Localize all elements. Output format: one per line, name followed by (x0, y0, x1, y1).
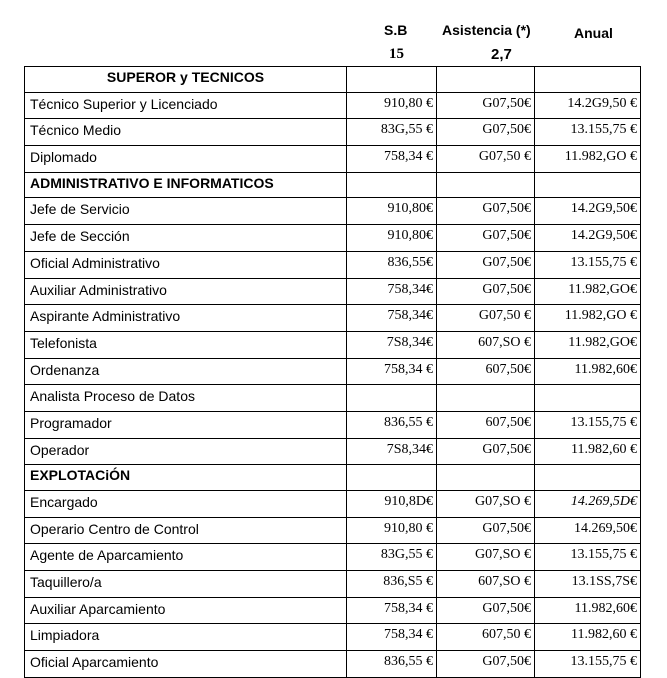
row-label: Jefe de Sección (25, 225, 347, 252)
asistencia-value: 2,7 (491, 46, 512, 63)
sb-cell: 83G,55 € (347, 119, 437, 146)
row-label: Técnico Superior y Licenciado (25, 92, 347, 119)
anual-cell: 13.155,75 € (535, 544, 641, 571)
table-row (25, 491, 641, 518)
sb-cell: 910,8D€ (347, 491, 437, 518)
section-header-row (25, 465, 641, 491)
row-label: Auxiliar Aparcamiento (25, 597, 347, 624)
anual-cell: 11.982,60 € (535, 624, 641, 651)
anual-cell: 11.982,GO€ (535, 278, 641, 305)
anual-cell: 11.982,GO€ (535, 331, 641, 358)
table-row (25, 251, 641, 278)
row-label: Telefonista (25, 331, 347, 358)
empty-cell (535, 465, 641, 491)
row-label: Oficial Aparcamiento (25, 651, 347, 678)
empty-cell (535, 172, 641, 198)
anual-cell: 14.2G9,50€ (535, 225, 641, 252)
asistencia-cell: G07,50€ (437, 92, 535, 119)
asistencia-cell: G07,50€ (437, 517, 535, 544)
table-row (25, 146, 641, 173)
salary-table (24, 66, 641, 678)
table-row (25, 597, 641, 624)
sb-cell: 910,80 € (347, 92, 437, 119)
table-row (25, 331, 641, 358)
asistencia-cell: G07,50€ (437, 278, 535, 305)
asistencia-cell: G07,50€ (437, 438, 535, 465)
anual-cell: 14.2G9,50€ (535, 198, 641, 225)
empty-cell (347, 67, 437, 93)
table-row (25, 119, 641, 146)
anual-cell: 13.155,75 € (535, 251, 641, 278)
table-row (25, 198, 641, 225)
empty-cell (437, 67, 535, 93)
table-row (25, 438, 641, 465)
sb-cell: 7S8,34€ (347, 331, 437, 358)
section-header-row (25, 67, 641, 93)
section-title: SUPEROR y TECNICOS (25, 67, 347, 93)
asistencia-cell: G07,50€ (437, 119, 535, 146)
sb-cell: 758,34 € (347, 146, 437, 173)
asistencia-cell: 607,50€ (437, 411, 535, 438)
row-label: Limpiadora (25, 624, 347, 651)
sb-cell: 7S8,34€ (347, 438, 437, 465)
anual-header: Anual (574, 25, 613, 41)
anual-cell: 11.982,60 € (535, 438, 641, 465)
table-row (25, 571, 641, 598)
sb-cell: 758,34 € (347, 624, 437, 651)
table-row (25, 225, 641, 252)
row-label: Analista Proceso de Datos (25, 385, 347, 412)
asistencia-cell: G07,50€ (437, 225, 535, 252)
asistencia-cell: G07,SO € (437, 491, 535, 518)
row-label: Diplomado (25, 146, 347, 173)
table-row (25, 517, 641, 544)
table-row (25, 305, 641, 332)
row-label: Jefe de Servicio (25, 198, 347, 225)
anual-cell: 11.982,60€ (535, 358, 641, 385)
sb-cell: 836,S5 € (347, 571, 437, 598)
anual-cell: 14.2G9,50 € (535, 92, 641, 119)
empty-cell (535, 67, 641, 93)
sb-cell: 758,34 € (347, 358, 437, 385)
asistencia-cell: 607,50 € (437, 624, 535, 651)
row-label: Programador (25, 411, 347, 438)
asistencia-cell: G07,50 € (437, 305, 535, 332)
section-title: EXPLOTACiÓN (25, 465, 347, 491)
row-label: Técnico Medio (25, 119, 347, 146)
row-label: Auxiliar Administrativo (25, 278, 347, 305)
sb-cell: 758,34 € (347, 597, 437, 624)
table-row (25, 544, 641, 571)
asistencia-cell: G07,50€ (437, 198, 535, 225)
table-row (25, 358, 641, 385)
anual-cell: 14.269,5D€ (535, 491, 641, 518)
asistencia-cell: G07,50€ (437, 597, 535, 624)
row-label: Operario Centro de Control (25, 517, 347, 544)
sb-header: S.B (384, 22, 408, 38)
sb-value: 15 (389, 46, 404, 62)
empty-cell (437, 465, 535, 491)
empty-cell (347, 172, 437, 198)
anual-cell: 13.155,75 € (535, 411, 641, 438)
asistencia-cell (437, 385, 535, 412)
section-header-row (25, 172, 641, 198)
table-row (25, 411, 641, 438)
sb-cell (347, 385, 437, 412)
anual-cell: 11.982,GO € (535, 305, 641, 332)
row-label: Agente de Aparcamiento (25, 544, 347, 571)
row-label: Ordenanza (25, 358, 347, 385)
table-row (25, 385, 641, 412)
asistencia-cell: G07,50€ (437, 651, 535, 678)
section-title: ADMINISTRATIVO E INFORMATICOS (25, 172, 347, 198)
anual-cell: 11.982,GO € (535, 146, 641, 173)
sb-cell: 758,34€ (347, 278, 437, 305)
anual-cell (535, 385, 641, 412)
asistencia-header: Asistencia (*) (442, 22, 531, 38)
asistencia-cell: G07,50€ (437, 251, 535, 278)
table-row (25, 624, 641, 651)
sb-cell: 910,80€ (347, 198, 437, 225)
sb-cell: 83G,55 € (347, 544, 437, 571)
anual-cell: 13.155,75 € (535, 119, 641, 146)
empty-cell (437, 172, 535, 198)
asistencia-cell: G07,50 € (437, 146, 535, 173)
sb-cell: 758,34€ (347, 305, 437, 332)
asistencia-cell: 607,SO € (437, 331, 535, 358)
row-label: Encargado (25, 491, 347, 518)
anual-cell: 14.269,50€ (535, 517, 641, 544)
empty-cell (347, 465, 437, 491)
salary-table-body (25, 67, 641, 678)
sb-cell: 910,80€ (347, 225, 437, 252)
sb-cell: 836,55 € (347, 651, 437, 678)
sb-cell: 836,55 € (347, 411, 437, 438)
row-label: Oficial Administrativo (25, 251, 347, 278)
table-row (25, 92, 641, 119)
row-label: Operador (25, 438, 347, 465)
asistencia-cell: 607,50€ (437, 358, 535, 385)
sb-cell: 836,55€ (347, 251, 437, 278)
asistencia-cell: G07,SO € (437, 544, 535, 571)
sb-cell: 910,80 € (347, 517, 437, 544)
table-row (25, 651, 641, 678)
table-row (25, 278, 641, 305)
anual-cell: 13.155,75 € (535, 651, 641, 678)
row-label: Aspirante Administrativo (25, 305, 347, 332)
anual-cell: 13.1SS,7S€ (535, 571, 641, 598)
row-label: Taquillero/a (25, 571, 347, 598)
asistencia-cell: 607,SO € (437, 571, 535, 598)
anual-cell: 11.982,60€ (535, 597, 641, 624)
